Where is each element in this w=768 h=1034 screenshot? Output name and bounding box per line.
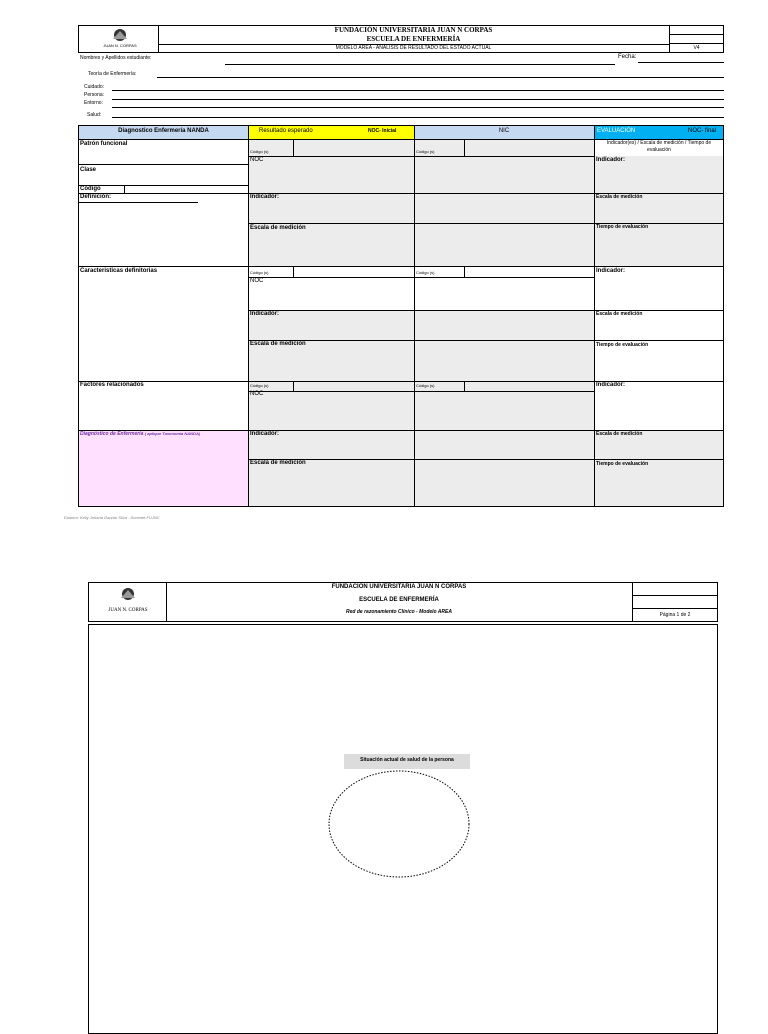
situation-label: Situación actual de salud de la persona [344,754,470,769]
health-line[interactable] [112,117,724,118]
nic-code-1: Código (s) [416,149,435,154]
noc-code-2: Código (s) [250,270,269,275]
factores-label: Factores relacionados [80,382,144,388]
noc-scale-1: Escala de medición [250,225,306,231]
nic-code-3: Código (s) [416,383,435,388]
noc-indicator-3: Indicador: [250,431,280,437]
page2-institution: FUNDACION UNIVERSITARIA JUAN N CORPAS [331,584,467,590]
header-nanda-text: Diagnostico Enfermería NANDA [118,128,209,134]
nic-code-2: Código (s) [416,270,435,275]
header-noc-final-text: NOC- final [688,128,717,134]
page2-subtitle: Red de razonamiento Clínico - Modelo AREA [346,609,452,615]
school-title: ESCUELA DE ENFERMERÍA [366,35,461,43]
situation-ellipse[interactable] [326,768,472,880]
eval-time-3: Tiempo de evaluación [596,461,649,467]
eval-top-note: Indicador(es) / Escala de medición / Tiempo de evaluación [606,140,712,153]
date-line[interactable] [638,62,724,63]
noc-indicator-1: Indicador: [250,194,280,200]
page-number: Página 1 de 2 [659,612,691,618]
page1-footer: Elaboró: Kelly Johana Garzón Silva - Docente FUJNC [64,515,160,520]
theory-line[interactable] [157,77,724,78]
environment-label: Entorno: [84,100,103,106]
header-evaluation-text: EVALUACIÓN [597,128,636,134]
version-label: V4 [693,45,700,51]
date-label: Fecha: [618,54,637,60]
logo-text: JUAN N. CORPAS [103,43,137,48]
caracteristicas-label: Caracteristicas definitorias [80,268,158,274]
noc-label-2: NOC [250,278,264,284]
header-noc-initial-text: NOC- Inicial [368,128,397,134]
noc-code-1: Código (s) [250,149,269,154]
logo-2 [114,586,142,608]
patron-label: Patrón funcional [80,141,128,147]
header-expected-text: Resultado esperado [259,128,313,134]
health-label: Salud: [87,112,102,118]
eval-indicator-2: Indicador: [596,268,626,274]
environment-line[interactable] [112,107,724,108]
institution-title: FUNDACIÓN UNIVERSITARIA JUAN N CORPAS [334,26,493,34]
person-line[interactable] [112,99,724,100]
header-nic-text: NIC [498,128,510,134]
eval-indicator-1: Indicador: [596,157,626,163]
noc-indicator-2: Indicador: [250,311,280,317]
care-label: Cuidado: [84,84,105,90]
logo-emblem-icon-2 [114,586,142,608]
diagnosis-area[interactable] [79,430,248,506]
theory-label: Teoría de Enfermería: [88,71,137,77]
eval-scale-2: Escala de medición [596,311,643,317]
person-label: Persona: [84,92,105,98]
codigo-label: Código [80,186,101,192]
noc-code-3: Código (s) [250,383,269,388]
eval-indicator-3: Indicador: [596,382,626,388]
page2-school: ESCUELA DE ENFERMERÍA [359,597,439,603]
noc-label-3: NOC [250,391,264,397]
logo-text-2: JUAN N. CORPAS [108,608,148,613]
noc-scale-2: Escala de medición [250,341,306,347]
noc-label-1: NOC [250,157,264,163]
noc-scale-3: Escala de medición [250,460,306,466]
student-name-label: Nombres y Apellidos estudiante: [80,55,152,61]
eval-scale-3: Escala de medición [596,431,643,437]
definicion-label: Definición: [80,194,111,200]
eval-time-1: Tiempo de evaluación [596,224,649,230]
form-subtitle: MODELO AREA - ANÁLISIS DE RESULTADO DEL ESTADO ACTUAL [335,45,492,51]
clase-label: Clase [80,167,97,173]
eval-time-2: Tiempo de evaluación [596,342,649,348]
care-line[interactable] [112,90,724,91]
diagnostico-label: Diagnóstico de Enfermería ( aplique Taxonomía NANDA) [80,431,201,437]
eval-scale-1: Escala de medición [596,194,643,200]
student-name-line[interactable] [225,64,615,65]
